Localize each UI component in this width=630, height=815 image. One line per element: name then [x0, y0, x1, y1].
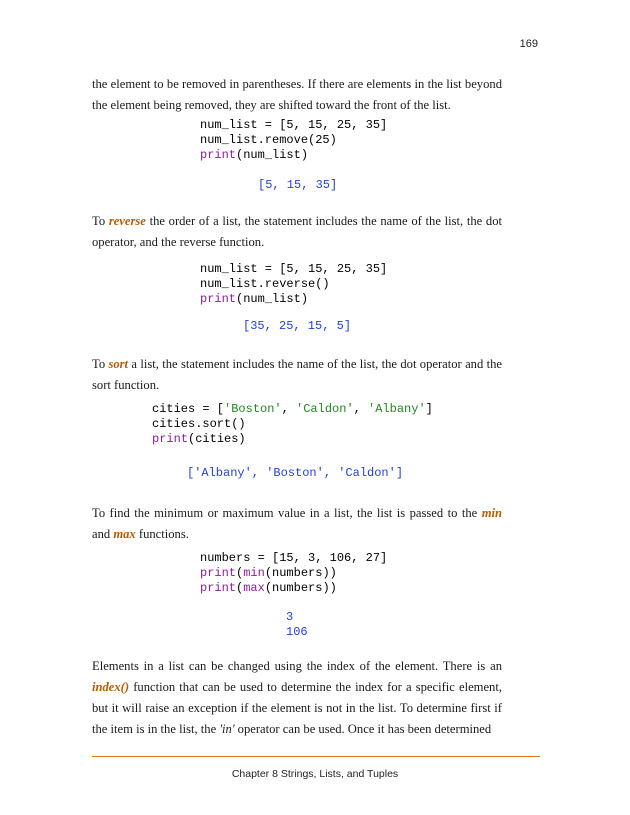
min-keyword: min	[243, 566, 265, 580]
code-text: ,	[281, 402, 297, 416]
print-keyword: print	[200, 292, 237, 306]
string-literal: 'Albany'	[368, 402, 426, 416]
keyword-max: max	[113, 527, 136, 541]
print-keyword: print	[200, 581, 237, 595]
code-line: num_list.remove(25)	[200, 133, 337, 147]
keyword-index: index()	[92, 680, 130, 694]
text: function that can be used to determine the index for a specific element, but it will raise an exception if the element is not in the list. To determine first if the item is in the list, the	[92, 680, 502, 736]
code-block-sort	[152, 402, 433, 447]
footer-divider	[92, 756, 540, 757]
text: and	[92, 527, 114, 541]
string-literal: 'Boston'	[224, 402, 282, 416]
paragraph-index	[92, 656, 502, 740]
output-min-max	[286, 610, 308, 640]
code-block-reverse	[200, 262, 387, 307]
output-sort: ['Albany', 'Boston', 'Caldon']	[187, 466, 404, 480]
print-keyword: print	[200, 148, 237, 162]
print-keyword: print	[200, 566, 237, 580]
keyword-min: min	[481, 506, 502, 520]
code-line: numbers = [15, 3, 106, 27]	[200, 551, 388, 565]
code-text: (cities)	[188, 432, 246, 446]
text: the order of a list, the statement includes the name of the list, the dot operator, and the reverse function.	[92, 214, 503, 249]
code-text: (num_list)	[236, 148, 309, 162]
paragraph-sort	[92, 354, 502, 396]
code-line: num_list = [5, 15, 25, 35]	[200, 118, 388, 132]
output-min-value: 3	[286, 610, 294, 624]
text: a list, the statement includes the name of the list, the dot operator and the sort function.	[92, 357, 502, 392]
paragraph-reverse	[92, 211, 502, 253]
code-line: num_list.reverse()	[200, 277, 330, 291]
output-max-value: 106	[286, 625, 308, 639]
page-number: 169	[519, 38, 538, 50]
output-reverse: [35, 25, 15, 5]	[243, 319, 352, 333]
code-text: (numbers))	[264, 581, 337, 595]
code-line: num_list = [5, 15, 25, 35]	[200, 262, 388, 276]
keyword-sort: sort	[108, 357, 129, 371]
code-text: (	[236, 566, 244, 580]
code-text: (	[236, 581, 244, 595]
code-text: (num_list)	[236, 292, 309, 306]
code-text: (numbers))	[264, 566, 337, 580]
paragraph-min-max	[92, 503, 502, 545]
code-block-remove	[200, 118, 387, 163]
code-block-min-max	[200, 551, 387, 596]
keyword-reverse: reverse	[108, 214, 146, 228]
code-text: ]	[425, 402, 433, 416]
string-literal: 'Caldon'	[296, 402, 354, 416]
text: To	[92, 214, 109, 228]
text: operator can be used. Once it has been determined	[234, 722, 492, 736]
paragraph-remove: the element to be removed in parentheses. If there are elements in the list beyond the element being removed, they are shifted toward the front of the list.	[92, 77, 502, 112]
text: functions.	[135, 527, 189, 541]
print-keyword: print	[152, 432, 189, 446]
chapter-footer: Chapter 8 Strings, Lists, and Tuples	[231, 768, 399, 780]
in-operator: 'in'	[219, 722, 235, 736]
text: To find the minimum or maximum value in a list, the list is passed to the	[92, 506, 482, 520]
code-text: cities = [	[152, 402, 225, 416]
code-line: cities.sort()	[152, 417, 246, 431]
text: Elements in a list can be changed using the index of the element. There is an	[92, 659, 502, 673]
code-text: ,	[353, 402, 369, 416]
max-keyword: max	[243, 581, 265, 595]
output-remove: [5, 15, 35]	[258, 178, 338, 192]
text: To	[92, 357, 109, 371]
